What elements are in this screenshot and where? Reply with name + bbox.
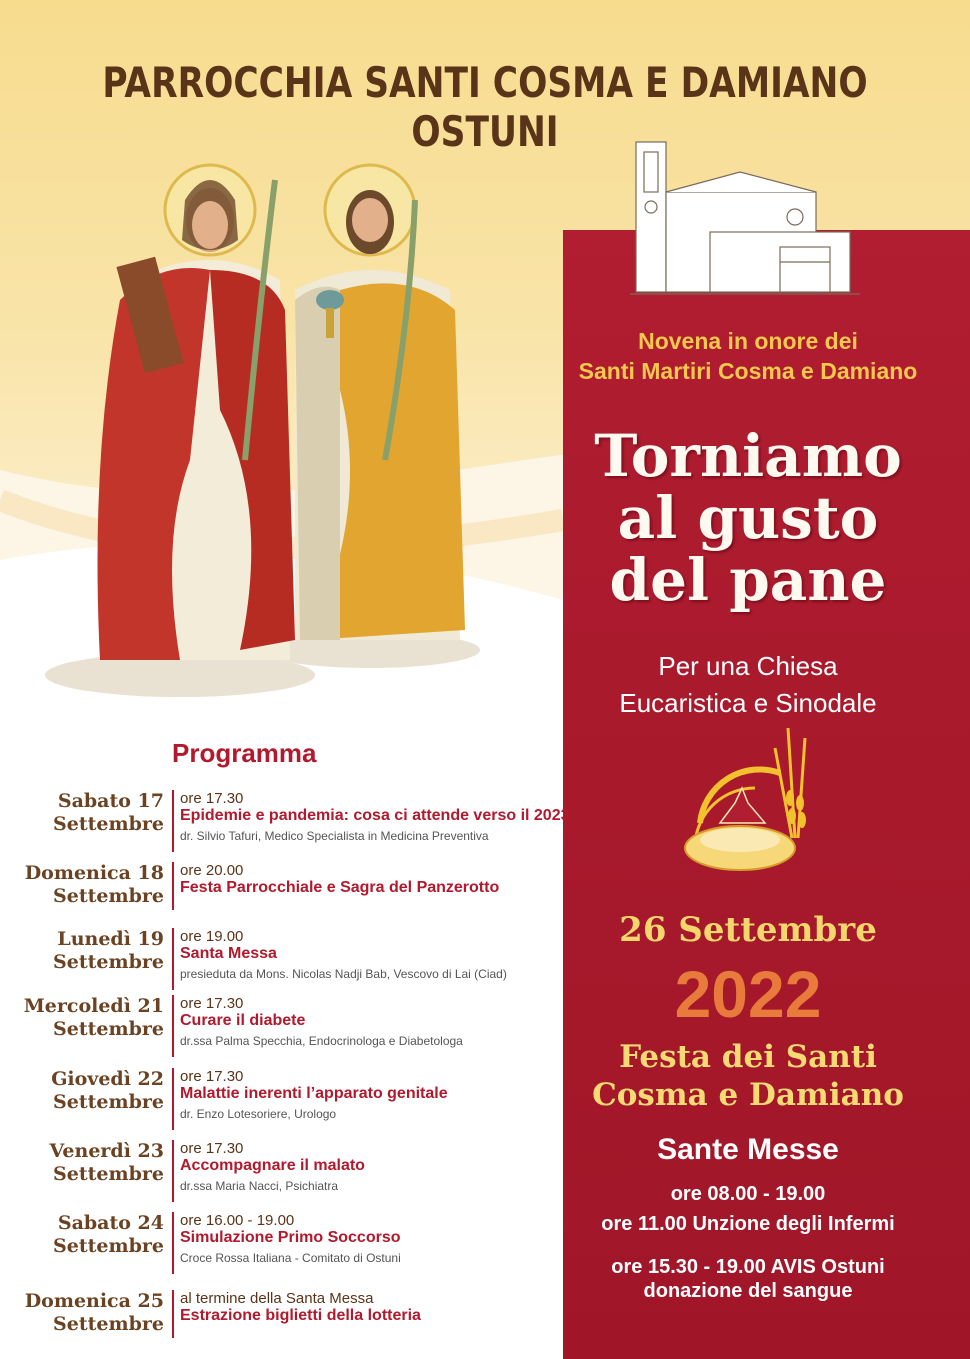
event-date (0, 862, 164, 908)
event-title: Malattie inerenti l’apparato genitale (180, 1085, 448, 1102)
novena-line-2: Santi Martiri Cosma e Damiano (578, 358, 918, 384)
event-title: Epidemie e pandemia: cosa ci attende verso il 2023 (180, 807, 570, 824)
event-day: Sabato 24 (57, 1212, 164, 1234)
mass-line-2: ore 11.00 Unzione degli Infermi (601, 1213, 895, 1235)
event-title: Accompagnare il malato (180, 1157, 365, 1174)
event-time: al termine della Santa Messa (180, 1290, 374, 1307)
event-day: Domenica 18 (24, 862, 164, 884)
event-title: Simulazione Primo Soccorso (180, 1229, 401, 1246)
event-day: Sabato 17 (57, 790, 164, 812)
event-divider (172, 1140, 174, 1202)
event-date (0, 1140, 164, 1186)
main-title-line-1: Torniamo (594, 422, 902, 490)
event-speaker: dr.ssa Palma Specchia, Endocrinologa e Diabetologa (180, 1034, 463, 1048)
event-divider (172, 862, 174, 910)
event-speaker: presieduta da Mons. Nicolas Nadji Bab, Vescovo di Lai (Ciad) (180, 967, 507, 981)
event-divider (172, 995, 174, 1057)
saints-illustration (40, 160, 520, 700)
wheat-bread-logo (680, 728, 820, 888)
feast-year: 2022 (674, 957, 822, 1031)
event-time: ore 17.30 (180, 790, 244, 807)
event-time: ore 16.00 - 19.00 (180, 1212, 295, 1229)
event-divider (172, 790, 174, 852)
event-month: Settembre (53, 1163, 164, 1185)
mass-line-1: ore 08.00 - 19.00 (670, 1183, 826, 1205)
event-day: Venerdì 23 (49, 1140, 164, 1162)
event-time: ore 20.00 (180, 862, 244, 879)
event-speaker: dr.ssa Maria Nacci, Psichiatra (180, 1179, 339, 1193)
event-month: Settembre (53, 1091, 164, 1113)
event-time: ore 17.30 (180, 995, 244, 1012)
event-date (0, 1212, 164, 1258)
event-time: ore 17.30 (180, 1068, 244, 1085)
event-month: Settembre (53, 1018, 164, 1040)
event-divider (172, 1068, 174, 1130)
event-date (0, 928, 164, 974)
event-title: Santa Messa (180, 945, 277, 962)
masses-title: Sante Messe (657, 1133, 839, 1166)
event-month: Settembre (53, 1313, 164, 1335)
event-speaker: dr. Silvio Tafuri, Medico Specialista in Medicina Preventiva (180, 829, 489, 843)
event-day: Giovedì 22 (51, 1068, 164, 1090)
event-month: Settembre (53, 813, 164, 835)
event-title: Curare il diabete (180, 1012, 306, 1029)
feast-name (563, 1038, 933, 1114)
mass-line-3: ore 15.30 - 19.00 AVIS Ostuni (611, 1256, 885, 1278)
feast-date: 26 Settembre (619, 910, 877, 950)
event-speaker: Croce Rossa Italiana - Comitato di Ostuni (180, 1251, 401, 1265)
event-month: Settembre (53, 951, 164, 973)
programma-heading: Programma (172, 738, 317, 768)
event-day: Domenica 25 (24, 1290, 164, 1312)
subtitle-line-1: Per una Chiesa (658, 651, 838, 681)
event-date (0, 995, 164, 1041)
feast-name-line-1: Festa dei Santi (619, 1039, 877, 1075)
event-date (0, 1068, 164, 1114)
main-title-line-2: al gusto (617, 484, 879, 552)
parish-title: PARROCCHIA SANTI COSMA E DAMIANO OSTUNI (102, 58, 868, 156)
mass-line-4: donazione del sangue (643, 1280, 853, 1302)
event-date (0, 790, 164, 836)
main-title (563, 422, 933, 614)
subtitle-line-2: Eucaristica e Sinodale (619, 688, 877, 718)
feast-name-line-2: Cosma e Damiano (592, 1077, 904, 1113)
event-day: Lunedì 19 (57, 928, 164, 950)
event-divider (172, 1290, 174, 1338)
novena-text (563, 326, 933, 386)
event-time: ore 17.30 (180, 1140, 244, 1157)
event-title: Festa Parrocchiale e Sagra del Panzerotto (180, 879, 500, 896)
event-month: Settembre (53, 1235, 164, 1257)
novena-line-1: Novena in onore dei (638, 328, 858, 354)
event-speaker: dr. Enzo Lotesoriere, Urologo (180, 1107, 337, 1121)
event-divider (172, 928, 174, 990)
church-drawing (630, 132, 860, 302)
event-month: Settembre (53, 885, 164, 907)
event-day: Mercoledì 21 (23, 995, 164, 1017)
event-divider (172, 1212, 174, 1274)
subtitle (563, 648, 933, 722)
event-time: ore 19.00 (180, 928, 244, 945)
event-date (0, 1290, 164, 1336)
main-title-line-3: del pane (609, 546, 887, 614)
event-title: Estrazione biglietti della lotteria (180, 1307, 421, 1324)
